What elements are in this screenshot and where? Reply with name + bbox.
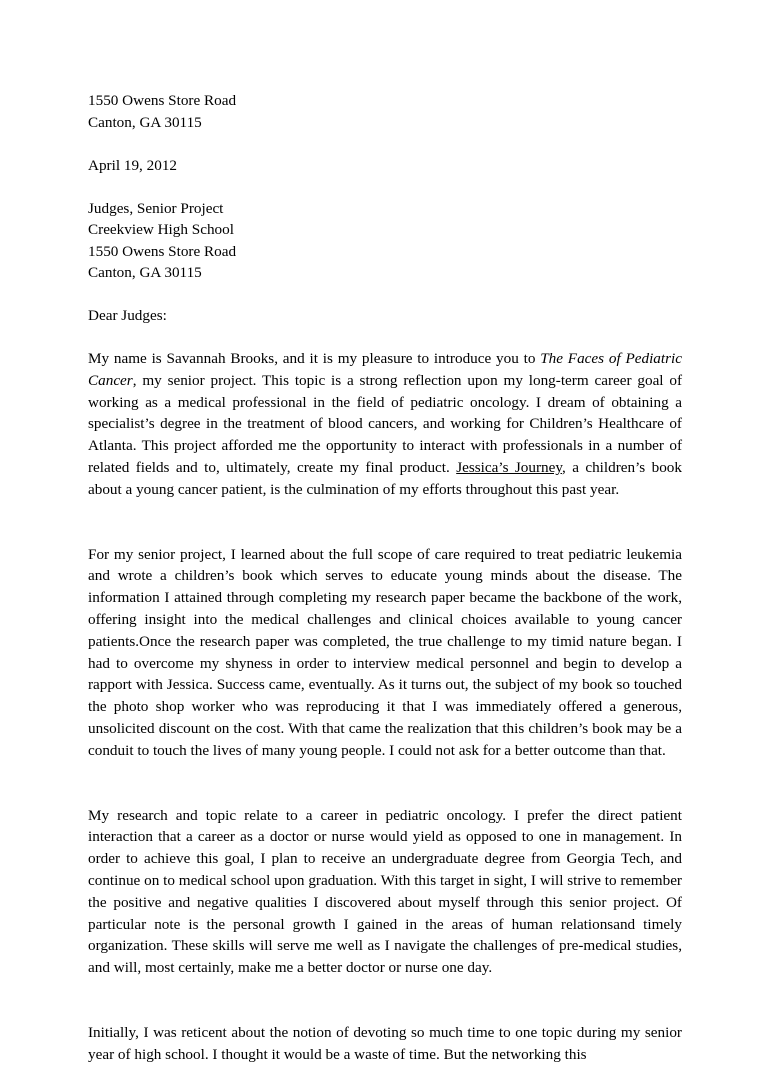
paragraph-1-text-part-1: My name is Savannah Brooks, and it is my pleasure to introduce you to [88, 350, 541, 367]
book-title-underlined: Jessica’s Journey [456, 458, 562, 476]
sender-street: 1550 Owens Store Road [88, 92, 237, 109]
recipient-line-3: 1550 Owens Store Road [88, 242, 237, 260]
gap-after-paragraph-3 [88, 979, 682, 1022]
salutation-line: Dear Judges: [88, 307, 167, 324]
date-line: April 19, 2012 [88, 156, 178, 174]
recipient-line-1: Judges, Senior Project [88, 199, 224, 217]
recipient-address [88, 198, 682, 284]
body-paragraph-2: For my senior project, I learned about the full scope of care required to treat pediatric leukemia and wrote a children’s book which serves to educate young minds about the disease. The information I attained through completing my research paper became the backbone of the work, offering insight into the medical challenges and clinical choices available to young cancer patients.Once the research paper was completed, the true challenge to my timid nature began. I had to overcome my shyness in order to interview medical personnel and begin to develop a rapport with Jessica. Success came, eventually. As it turns out, the subject of my book so touched the photo shop worker who was reproducing it that I was immediately offered a generous, unsolicited discount on the cost. With that came the realization that this children’s book may be a conduit to touch the lives of many young people. I could not ask for a better outcome than that. [88, 545, 682, 759]
paragraph-1-text-part-2: , my senior project. This topic is a strong reflection upon my long-term career goal of working as a medical professional in the field of pediatric oncology. I dream of obtaining a specialist’s degree in the treatment of blood cancers, and working for Children’s Healthcare of Atlanta. This project afforded me the opportunity to interact with professionals in a number of related fields and to, ultimately, create my final product. [88, 371, 682, 476]
letter-date [88, 155, 682, 177]
spacer-after-date [88, 176, 682, 198]
sender-city-state-zip: Canton, GA 30115 [88, 113, 202, 131]
spacer-after-sender [88, 133, 682, 155]
spacer-after-salutation [88, 327, 682, 349]
gap-after-paragraph-1 [88, 501, 682, 544]
body-paragraph-1 [88, 348, 682, 501]
letter-content [88, 90, 682, 1066]
salutation [88, 305, 682, 327]
gap-after-paragraph-2 [88, 762, 682, 805]
sender-address [88, 90, 682, 133]
spacer-after-recipient [88, 284, 682, 306]
recipient-line-2: Creekview High School [88, 221, 234, 238]
body-paragraph-4: Initially, I was reticent about the notion of devoting so much time to one topic during my senior year of high school. I thought it would be a waste of time. But the networking this [88, 1023, 682, 1063]
project-title-italic: The Faces of Pediatric Cancer [88, 350, 682, 389]
body-paragraph-3: My research and topic relate to a career in pediatric oncology. I prefer the direct patient interaction that a career as a doctor or nurse would yield as opposed to one in management. In order to achieve this goal, I plan to receive an undergraduate degree from Georgia Tech, and continue on to medical school upon graduation. With this target in sight, I will strive to remember the positive and negative qualities I discovered about myself through this senior project. Of particular note is the personal growth I gained in the areas of human relationsand timely organization. These skills will serve me well as I navigate the challenges of pre-medical studies, and will, most certainly, make me a better doctor or nurse one day. [88, 806, 682, 977]
recipient-line-4: Canton, GA 30115 [88, 264, 202, 281]
paragraph-1-text-part-3: , a children’s book about a young cancer patient, is the culmination of my efforts throughout this past year. [88, 458, 682, 498]
